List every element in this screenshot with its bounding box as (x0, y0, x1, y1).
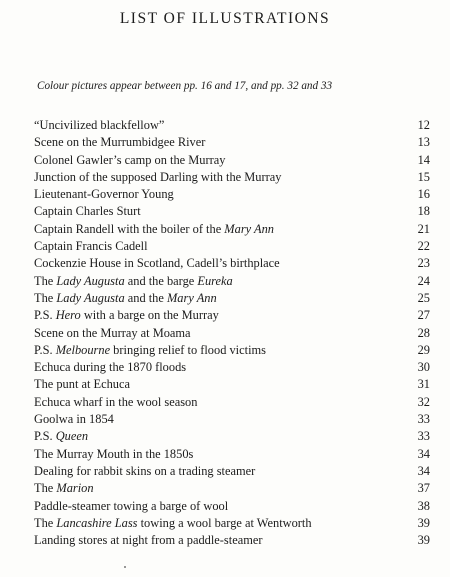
illustration-list (34, 117, 430, 549)
illustration-row (34, 376, 430, 393)
illustration-row (34, 428, 430, 445)
title-text: Goolwa in 1854 (34, 412, 114, 427)
illustration-row (34, 290, 430, 307)
illustration-row (34, 532, 430, 549)
vessel-name: Eureka (197, 273, 233, 288)
illustration-row (34, 186, 430, 203)
page-number: 34 (417, 463, 430, 478)
illustration-row (34, 342, 430, 359)
illustration-row (34, 325, 430, 342)
illustration-row (34, 273, 430, 290)
illustration-title (34, 376, 130, 393)
title-text: bringing relief to flood victims (110, 342, 266, 357)
page-number: 14 (417, 152, 430, 167)
page-number: 25 (417, 290, 430, 305)
title-text: “Uncivilized blackfellow” (34, 118, 165, 132)
vessel-name: Hero (55, 308, 81, 323)
vessel-name: Lady Augusta (56, 290, 125, 305)
page-number: 13 (417, 135, 430, 150)
vessel-name: Mary Ann (166, 290, 217, 305)
title-text: The (34, 273, 57, 288)
illustration-title (34, 359, 186, 376)
illustration-title (34, 532, 262, 549)
illustration-row (34, 463, 430, 480)
illustration-title (34, 498, 228, 515)
illustration-title (34, 134, 205, 151)
page-number: 33 (417, 412, 430, 427)
title-text: Dealing for rabbit skins on a trading steamer (34, 463, 256, 478)
illustration-title (34, 169, 281, 186)
illustration-title (34, 117, 164, 134)
illustration-title (34, 480, 94, 497)
title-text: Landing stores at night from a paddle-steamer (34, 533, 263, 548)
page-number: 39 (417, 533, 430, 548)
page-number: 31 (417, 377, 430, 392)
title-text: with a barge on the Murray (80, 308, 219, 323)
title-text: and the (124, 290, 167, 305)
illustration-title (34, 255, 280, 272)
page-number: 34 (417, 446, 430, 461)
illustration-title (34, 238, 148, 255)
page-number: 39 (417, 515, 430, 530)
title-text: Cockenzie House in Scotland, Cadell’s birthplace (34, 256, 280, 271)
page-number: 15 (417, 169, 430, 184)
vessel-name: Queen (55, 429, 89, 444)
title-text: and the barge (124, 273, 198, 288)
page-number: 38 (417, 498, 430, 513)
title-text: P.S. (34, 308, 56, 323)
illustration-title (34, 446, 193, 463)
page-number: 30 (417, 360, 430, 375)
page-title: LIST OF ILLUSTRATIONS (119, 10, 331, 27)
page-number: 32 (417, 394, 430, 409)
page-number: 37 (417, 481, 430, 496)
illustration-title (34, 411, 114, 428)
page-number: 21 (417, 221, 430, 236)
illustration-row (34, 515, 430, 532)
title-text: Colonel Gawler’s camp on the Murray (34, 152, 226, 167)
colour-pictures-note: Colour pictures appear between pp. 16 and 17, and pp. 32 and 33 (37, 80, 333, 92)
illustration-row (34, 307, 430, 324)
title-text: P.S. (34, 429, 56, 444)
page-number: 12 (417, 118, 430, 132)
illustration-row (34, 238, 430, 255)
illustration-title (34, 342, 266, 359)
title-text: The (34, 515, 57, 530)
paper-speck (124, 566, 126, 568)
title-text: Junction of the supposed Darling with the Murray (34, 169, 282, 184)
illustration-row (34, 411, 430, 428)
title-text: Captain Randell with the boiler of the (34, 221, 225, 236)
illustration-title (34, 307, 219, 324)
illustration-row (34, 359, 430, 376)
illustration-row (34, 394, 430, 411)
illustration-row (34, 446, 430, 463)
vessel-name: Melbourne (55, 342, 111, 357)
illustration-row (34, 134, 430, 151)
title-text: Paddle-steamer towing a barge of wool (34, 498, 229, 513)
illustration-row (34, 221, 430, 238)
illustration-row (34, 169, 430, 186)
page-number: 33 (417, 429, 430, 444)
illustration-row (34, 255, 430, 272)
illustration-row (34, 117, 430, 134)
illustration-title (34, 221, 274, 238)
illustration-title (34, 203, 141, 220)
page-number: 24 (417, 273, 430, 288)
illustration-title (34, 394, 197, 411)
illustration-title (34, 152, 225, 169)
illustration-title (34, 325, 191, 342)
illustration-row (34, 152, 430, 169)
vessel-name: Marion (56, 481, 94, 496)
page-number: 23 (417, 256, 430, 271)
page-number: 22 (417, 239, 430, 254)
illustration-row (34, 498, 430, 515)
illustration-title (34, 428, 88, 445)
title-text: Echuca wharf in the wool season (34, 394, 198, 409)
page-number: 18 (417, 204, 430, 219)
vessel-name: Mary Ann (224, 221, 274, 236)
page-number: 27 (417, 308, 430, 323)
title-text: towing a wool barge at Wentworth (137, 515, 312, 530)
illustration-title (34, 273, 233, 290)
title-text: The (34, 290, 57, 305)
page-number: 16 (417, 187, 430, 202)
title-text: Echuca during the 1870 floods (34, 360, 187, 375)
vessel-name: Lady Augusta (56, 273, 125, 288)
title-text: The punt at Echuca (34, 377, 130, 392)
title-text: The Murray Mouth in the 1850s (34, 446, 194, 461)
illustration-title (34, 463, 255, 480)
illustration-title (34, 290, 217, 307)
title-text: Captain Francis Cadell (34, 239, 148, 254)
illustration-row (34, 203, 430, 220)
title-text: Scene on the Murray at Moama (34, 325, 191, 340)
illustration-title (34, 186, 174, 203)
title-text: Lieutenant-Governor Young (34, 187, 174, 202)
illustration-row (34, 480, 430, 497)
title-text: Captain Charles Sturt (34, 204, 141, 219)
title-text: Scene on the Murrumbidgee River (34, 135, 206, 150)
title-text: The (34, 481, 57, 496)
page-number: 29 (417, 342, 430, 357)
title-text: P.S. (34, 342, 56, 357)
illustration-title (34, 515, 312, 532)
vessel-name: Lancashire Lass (56, 515, 138, 530)
page-number: 28 (417, 325, 430, 340)
